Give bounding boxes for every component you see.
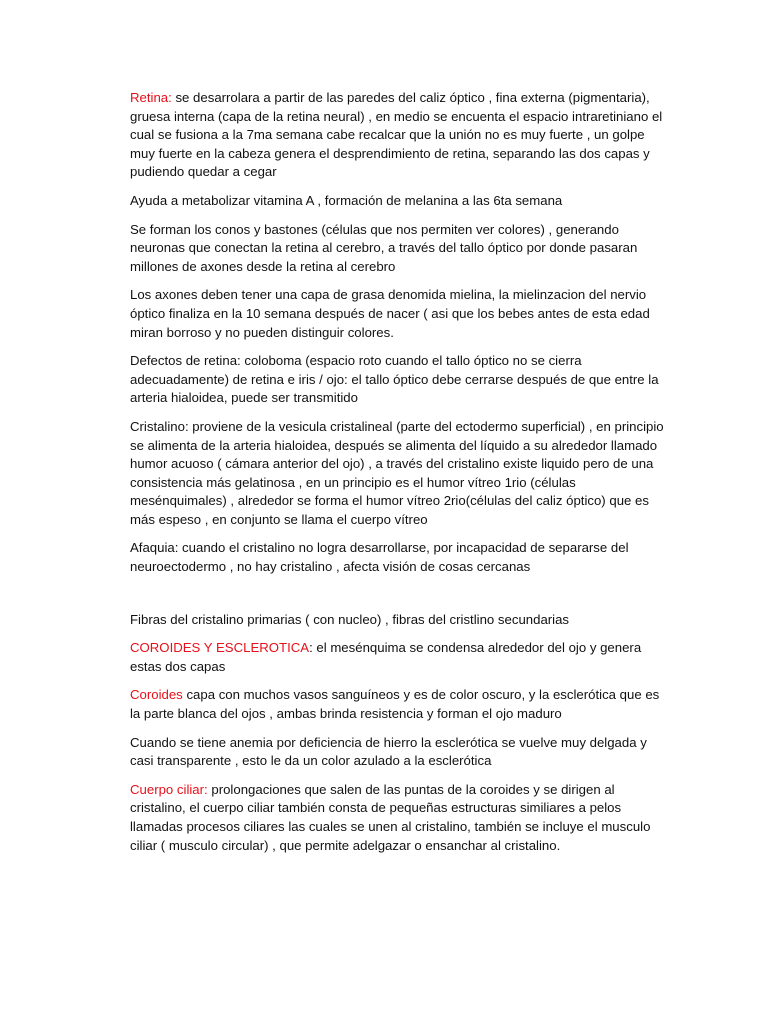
paragraph-conos-bastones xyxy=(130,221,668,277)
paragraph-axones xyxy=(130,286,668,342)
paragraph-text: Se forman los conos y bastones (células que nos permiten ver colores) , generando neuronas que conectan la retina al cerebro, a través del tallo óptico por donde pasaran millones de axones desde la retina al cerebro xyxy=(130,221,638,274)
paragraph-text: Fibras del cristalino primarias ( con nucleo) , fibras del cristlino secundarias xyxy=(130,611,570,627)
paragraph-coroides xyxy=(130,686,668,723)
paragraph-retina xyxy=(130,89,668,182)
paragraph-text: prolongaciones que salen de las puntas de la coroides y se dirigen al cristalino, el cuerpo ciliar también consta de pequeñas estructuras similiares a pelos llamadas procesos ciliares las cuales se unen al cristalino, también se incluye el musculo ciliar ( musculo circular) , que permite adelgazar o ensanchar al cristalino. xyxy=(130,781,651,853)
heading-cuerpo-ciliar: Cuerpo ciliar: xyxy=(130,781,208,797)
heading-retina: Retina: xyxy=(130,90,172,105)
paragraph-text: se desarrolara a partir de las paredes del caliz óptico , fina externa (pigmentaria), gruesa interna (capa de la retina neural) , en medio se encuenta el espacio intraretiniano el cual se fusiona a la 7ma semana cabe recalcar que la unión no es muy fuerte , un golpe muy fuerte en la cabeza genera el desprendimiento de retina, separando las dos capas y pudiendo quedar a cegar xyxy=(130,90,663,180)
paragraph-text: Ayuda a metabolizar vitamina A , formación de melanina a las 6ta semana xyxy=(130,192,563,208)
paragraph-fibras xyxy=(130,611,668,630)
paragraph-text: capa con muchos vasos sanguíneos y es de color oscuro, y la esclerótica que es la parte blanca del ojos , ambas brinda resistencia y forman el ojo maduro xyxy=(130,687,660,722)
paragraph-text: Afaquia: cuando el cristalino no logra desarrollarse, por incapacidad de separarse del neuroectodermo , no hay cristalino , afecta visión de cosas cercanas xyxy=(130,540,629,575)
paragraph-cristalino xyxy=(130,418,668,530)
heading-coroides-esclerotica: COROIDES Y ESCLEROTICA xyxy=(130,640,310,656)
paragraph-afaquia xyxy=(130,539,668,576)
paragraph-coroides-esclerotica xyxy=(130,639,668,676)
paragraph-defectos-retina xyxy=(130,352,668,408)
paragraph-cuerpo-ciliar xyxy=(130,781,668,855)
heading-coroides: Coroides xyxy=(130,687,183,703)
paragraph-text: Cristalino: proviene de la vesicula cristalineal (parte del ectodermo superficial) , en principio se alimenta de la arteria hialoidea, después se alimenta del líquido a su alrededor llamado humor acuoso ( cámara anterior del ojo) , a través del cristalino existe liquido pero de una consistencia más gelatinosa , en un principio es el humor vítreo 1rio (células mesénquimales) , alrededor se forma el humor vítreo 2rio(células del caliz óptico) que es más espeso , en conjunto se llama el cuerpo vítreo xyxy=(130,418,664,527)
paragraph-text: Defectos de retina: coloboma (espacio roto cuando el tallo óptico no se cierra adecuadamente) de retina e iris / ojo: el tallo óptico debe cerrarse después de que entre la arteria hialoidea, puede ser transmitido xyxy=(130,353,659,406)
paragraph-vitamina-a xyxy=(130,192,668,211)
paragraph-text: Los axones deben tener una capa de grasa denomida mielina, la mielinzacion del nervio óptico finaliza en la 10 semana después de nacer ( asi que los bebes antes de esta edad miran borroso y no pueden distinguir colores. xyxy=(130,287,650,340)
paragraph-anemia xyxy=(130,734,668,771)
paragraph-text: : el mesénquima se condensa alrededor del ojo y genera estas dos capas xyxy=(130,640,642,674)
paragraph-text: Cuando se tiene anemia por deficiencia de hierro la esclerótica se vuelve muy delgada y casi transparente , esto le da un color azulado a la esclerótica xyxy=(130,734,647,769)
blank-line xyxy=(130,587,668,611)
